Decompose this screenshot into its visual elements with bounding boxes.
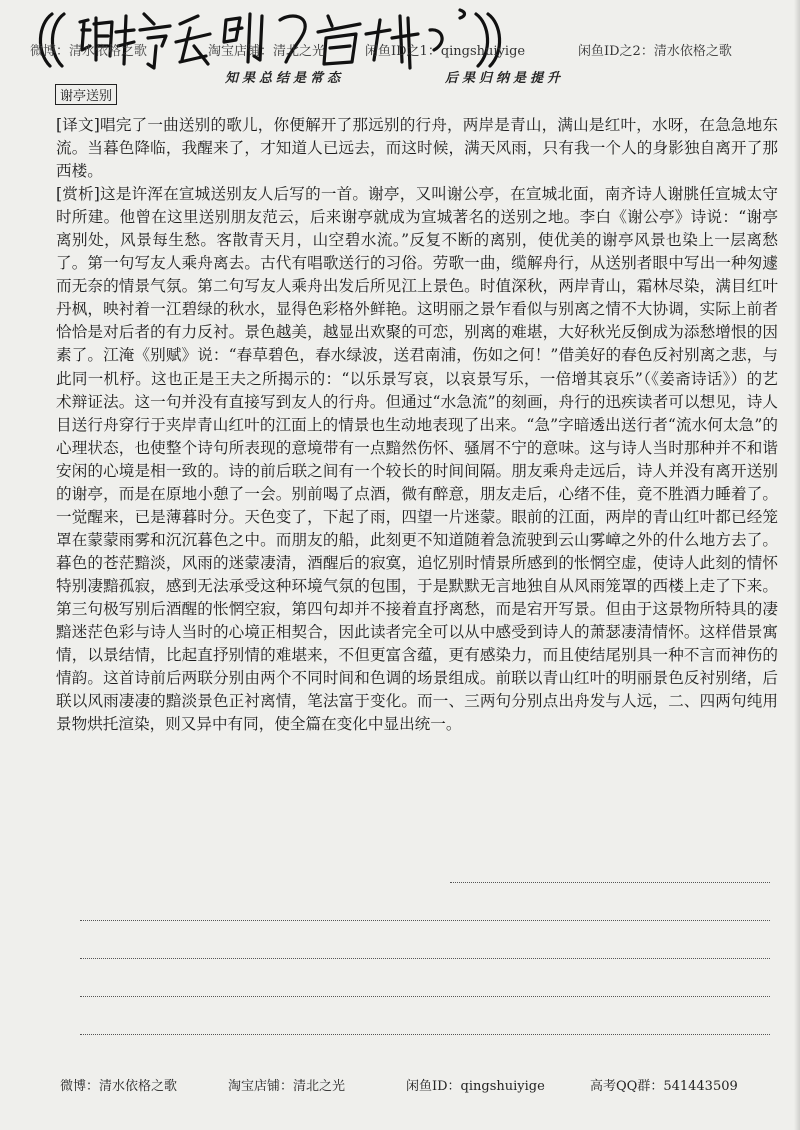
- article-body: [56, 114, 778, 736]
- footer-xianyu: 闲鱼ID：qingshuiyige: [406, 1079, 545, 1094]
- footer-qq-group: 高考QQ群：541443509: [590, 1079, 738, 1094]
- header-weibo: 微博：清水依格之歌: [30, 44, 148, 59]
- section-tag: 谢亭送别: [55, 84, 117, 105]
- writing-line: [80, 996, 770, 997]
- footer-taobao: 淘宝店铺：清北之光: [228, 1079, 346, 1094]
- translation-paragraph: [译文]唱完了一曲送别的歌儿，你便解开了那远别的行舟，两岸是青山，满山是红叶，水呀，在急急地东流。当暮色降临，我醒来了，才知道人已远去，而这时候，满天风雨，只有我一个人的身影独自离开了那西楼。: [56, 116, 778, 181]
- subtitle-left: 知果总结是常态: [225, 71, 345, 86]
- header-xianyu-1: 闲鱼ID之1：qingshuiyige: [365, 44, 526, 59]
- writing-line: [80, 1034, 770, 1035]
- header-contact-line: [30, 40, 770, 60]
- footer-contact-line: [60, 1075, 780, 1095]
- footer-weibo: 微博：清水依格之歌: [60, 1079, 178, 1094]
- header-taobao: 淘宝店铺：清北之光: [208, 44, 326, 59]
- appreciation-paragraph: [赏析]这是许浑在宣城送别友人后写的一首。谢亭，又叫谢公亭，在宣城北面，南齐诗人谢朓任宣城太守时所建。他曾在这里送别朋友范云，后来谢亭就成为宣城著名的送别之地。李白《谢公亭》诗说：“谢亭离别处，风景每生愁。客散青天月，山空碧水流。”反复不断的离别，使优美的谢亭风景也染上一层离愁了。第一句写友人乘舟离去。古代有唱歌送行的习俗。劳歌一曲，缆解舟行，从送别者眼中写出一种匆遽而无奈的情景气氛。第二句写友人乘舟出发后所见江上景色。时值深秋，两岸青山，霜林尽染，满目红叶丹枫，映衬着一江碧绿的秋水，显得色彩格外鲜艳。这明丽之景乍看似与别离之情不大协调，实际上前者恰恰是对后者的有力反衬。景色越美，越显出欢聚的可恋，别离的难堪，大好秋光反倒成为添愁增恨的因素了。江淹《别赋》说：“春草碧色，春水绿波，送君南浦，伤如之何！”借美好的春色反衬别离之悲，与此同一机杼。这也正是王夫之所揭示的：“以乐景写哀，以哀景写乐，一倍增其哀乐”（《姜斋诗话》）的艺术辩证法。这一句并没有直接写到友人的行舟。但通过“水急流”的刻画，舟行的迅疾读者可以想见，诗人目送行舟穿行于夹岸青山红叶的江面上的情景也生动地表现了出来。“急”字暗透出送行者“流水何太急”的心理状态，也使整个诗句所表现的意境带有一点黯然伤怀、骚屑不宁的意味。这与诗人当时那种并不和谐安闲的心境是相一致的。诗的前后联之间有一个较长的时间间隔。朋友乘舟走远后，诗人并没有离开送别的谢亭，而是在原地小憩了一会。别前喝了点酒，微有醉意，朋友走后，心绪不佳，竟不胜酒力睡着了。一觉醒来，已是薄暮时分。天色变了，下起了雨，四望一片迷蒙。眼前的江面，两岸的青山红叶都已经笼罩在蒙蒙雨雾和沉沉暮色之中。而朋友的船，此刻更不知道随着急流驶到云山雾嶂之外的什么地方去了。暮色的苍茫黯淡，风雨的迷蒙凄清，酒醒后的寂寞，追忆别时情景所感到的怅惘空虚，使诗人此刻的情怀特别凄黯孤寂，感到无法承受这种环境气氛的包围，于是默默无言地独自从风雨笼罩的西楼上走了下来。第三句极写别后酒醒的怅惘空寂，第四句却并不接着直抒离愁，而是宕开写景。但由于这景物所特具的凄黯迷茫色彩与诗人当时的心境正相契合，因此读者完全可以从中感受到诗人的萧瑟凄清情怀。这样借景寓情，以景结情，比起直抒别情的难堪来，不但更富含蕴，更有感染力，而且使结尾别具一种不言而神伤的情韵。这首诗前后两联分别由两个不同时间和色调的场景组成。前联以青山红叶的明丽景色反衬别绪，后联以风雨凄凄的黯淡景色正衬离情，笔法富于变化。而一、三两句分别点出舟发与人远，二、四两句纯用景物烘托渲染，则又异中有同，使全篇在变化中显出统一。: [56, 185, 778, 734]
- subtitle-right: 后果归纳是提升: [445, 71, 565, 86]
- writing-line: [80, 958, 770, 959]
- writing-line: [80, 920, 770, 921]
- header-xianyu-2: 闲鱼ID之2：清水依格之歌: [578, 44, 732, 59]
- scan-edge-shadow: [794, 0, 800, 1130]
- writing-line: [450, 882, 770, 883]
